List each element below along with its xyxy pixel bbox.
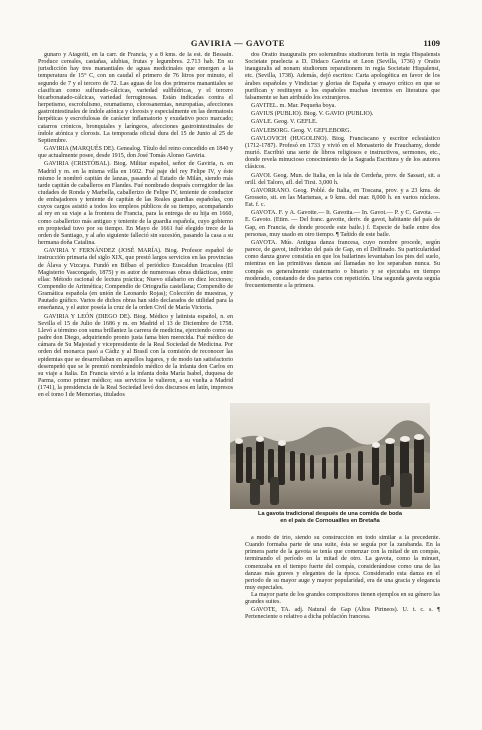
entry-paragraph: dos Oratio inauguralis pro solemnibus studiorum feriis in regia Hispalensis Societate praelecta a D. Didaco Gaviria et Leon (Sevilla, 1736) y Oratio inauguralis ad nonam studiorum reparationem in regia Societate Hispalensi, etc. (Sevilla, 1738). Además, dejó escritos: Carta apologética en favor de los árabes españoles y Vindiciae y glorias de España y ensayo crítico en que se purifican y restituyen a los españoles muchas inventos en literatura que falsamente se han atribuído los extranjeros. xyxy=(245,52,440,101)
caption-line: en el país de Cornouailles en Bretaña xyxy=(280,518,380,524)
entry-paragraph: La mayor parte de los grandes compositores tienen ejemplos en su género las grandes suites. xyxy=(245,592,440,606)
entry-paragraph: GAVOTA. Mús. Antigua danza francesa, cuyo nombre procede, según parece, de gavot, individuo del país de Gap, en el Delfinado. Su particularidad como danza grave consistía en que los bailarines levantaban los pies del suelo, mientras en las primitivas danzas así llamadas no los separaban nunca. Su compás es generalmente cuaternario o binario y se ejecutaba en tiempo moderado, constando de dos partes con repetición. Una segunda gavota seguía frecuentemente a la primera. xyxy=(245,239,440,289)
dance-photograph xyxy=(230,403,430,509)
entry-paragraph: GAVLEBORG. Geog. V. GEFLEBORG. xyxy=(251,127,352,134)
entry-paragraph: GAVORRANO. Geog. Poblé. de Italia, en Toscana, prov. y a 23 kms. de Grosseto, sit. en las Marismas, a 9 kms. del mar. 8,000 h. en varios núcleos. Est. f. c. xyxy=(245,187,440,209)
left-column xyxy=(38,52,233,720)
running-head: GAVIRIA — GAVOTE xyxy=(190,38,286,48)
entry-paragraph: gunaro y Atagoiti, en la carr. de Francia, y a 8 kms. de la est. de Bessain. Produce cereales, castañas, alubias, frutas y legumbres. 2.713 hab. En su jurisdicción hay tres manantiales de aguas medicinales que emergen a la temperatura de 15° C, con un caudal el primero de 76 litros por minuto, el segundo de 7 y el tercero de 72. Las aguas de los dos primeros manantiales se clasifican como sulfurado-cálcicas, variedad sulfhídricas, y el tercero bicarbonatado-cálcicas, variedad ferruginosas. Están indicadas contra el herpetismo, escrofulismo, reumatismo, clorosanemias, neuropatías, afecciones gastrointestinales de índole atónica y clorosis y especialmente en las dermatosis herpéticas y escrofulosas de carácter inflamatorio y exudativo poco marcado; catarros crónicos, bronquiales y laríngeos, afecciones gastrointestinales de índole atónica y clorosis. La temporada oficial dura del 15 de Junio al 25 de Septiembre. xyxy=(38,52,233,144)
page-number: 1109 xyxy=(423,38,440,48)
entry-paragraph: GAVIRIA (MARQUÉS DE). Genealog. Título del reino concedido en 1840 y que actualmente posee, desde 1915, don José Tomás Alonso Gaviria. xyxy=(38,146,233,160)
entry-paragraph: GAVOTA. F. y A. Gavotte.— It. Gavotta.— In. Gavot.— P. y C. Gavota. — E. Gavoto. (Etim. — Del franc. gavotte, deriv. de gavot, habitante del país de Gap, en Francia, de donde procede este baile.) f. Especie de baile entre dos personas, muy usado en otro tiempo. ¶ Tañido de este baile. xyxy=(245,210,440,238)
entry-paragraph: GAVLE. Geog. V. GEFLE. xyxy=(251,119,318,126)
right-column xyxy=(245,52,440,400)
entry-paragraph: GAVIRIA (CRISTÓBAL). Biog. Militar español, señor de Gaviria, n. en Madrid y m. en la misma villa en 1602. Fué paje del rey Felipe IV, y éste mismo le nombró capitán de lanzas, pasando al Estado de Milán, siendo más tarde capitán de caballeros en Flandes. Fué nombrado después corregidor de las ciudades de Ronda y Marbella, caballerizo de Felipe IV, teniente de conductor de embajadores y teniente de capitán de las Reales guardias españolas, con cuyos cargos asistió a todos los empleos públicos de su tiempo, acompañando al rey en su viaje a la frontera de Francia, para la entrega de su hija en 1660, como caballerizo más antiguo y teniente de la guardia española, cuyo gobierno en propiedad tuvo por su tiempo. En Mayo de 1661 fué elegido trece de la orden de Santiago, y al año siguiente falleció sin sucesión, pasando la casa a su hermana doña Catalina. xyxy=(38,161,233,247)
entry-paragraph: GAVOI. Geog. Mun. de Italia, en la isla de Cerdeña, prov. de Sassari, sit. a orill. del Taloro, afl. del Tirsi. 3,000 h. xyxy=(245,172,440,186)
entry-paragraph: a modo de trío, siendo su construcción en todo similar a la precedente. Cuando formaba parte de una suite, ésta se seguía por la zarabanda. En la primera parte de la gavota se tenía que comenzar con la mitad de un compás, terminando el período en la mitad de otro. La gavota, como la minuet, comenzaba en el tiempo fuerte del compás, considerándose como una de las danzas más graves y elegantes de la época. Considerado esta danza en el periodo de su mayor auge y mayor popularidad, era de una gracia y elegancia muy especiales. xyxy=(245,535,440,592)
figure-caption xyxy=(230,511,430,525)
figure xyxy=(230,403,430,531)
entry-paragraph: GAVIRIA Y FERNÁNDEZ (JOSÉ MARÍA). Biog. Profesor español de instrucción primaria del siglo XIX, que prestó largos servicios en las provincias de Álava y Vizcaya. Fundó en Bilbao el periódico Euscaldun Ircaculea (El Magisterio Vascongado, 1875) y es autor de numerosas obras didácticas, entre ellas: Método racional de lectura práctica; Nuevo silabario en diez lecciones; Compendio de Aritmética; Compendio de Ortografía castellana; Compendio de Gramática española (en unión de Leonardo Rojas); Colección de muestras, y Pautado gráfico. Varios de dichos obras han sido declarados de utilidad para la enseñanza, y el autor poseía la cruz de la orden Civil de María Victoria. xyxy=(38,248,233,312)
page-header xyxy=(38,38,438,50)
entry-paragraph: GAVIRIA Y LEÓN (DIEGO DE). Biog. Médico y latinista español, n. en Sevilla el 15 de Julio de 1686 y m. en Madrid el 13 de Diciembre de 1758. Llevó a término con suma brillantez la carrera de medicina, ejerciendo como su padre don Diego, adquiriendo pronto justa fama bien merecida. Fué médico de cámara de Su Majestad y vicepresidente de la Real Sociedad de Medicina. Por orden del monarca pasó a Cádiz y al Brasil con la comisión de reconocer las epidemias que se desarrollaban en aquellos lugares, y de modo tan satisfactorio desempeñó que se le premió nombrándolo médico de la infanta don Carlos en su viaje a Italia. En Francia sirvió a la infanta doña María Isabel, duquesa de Parma, como primer médico; sus servicios le valieron, a su vuelta a Madrid (1741), la presidencia de la Real Sociedad levó dos discursos en latín, impresos en el tomo I de Memorias, titulados xyxy=(38,313,233,399)
right-column-continued xyxy=(245,535,440,720)
entry-paragraph: GAVLOVICH (HUGOLINO). Biog. Franciscano y escritor eclesiástico (1712-1787). Profesó en 1733 y vivió en el Monasterio de Frauchamy, donde murió. Escribió una serie de libros religiosos e instructivos, sermones, etc., donde revela minucioso conocimiento de la Sagrada Escritura y de los autores clásicos. xyxy=(245,135,440,171)
entry-paragraph: GAVITEL. m. Mar. Pequeña boya. xyxy=(251,103,336,110)
caption-line: La gavota tradicional después de una comida de boda xyxy=(258,511,402,517)
entry-paragraph: GAVIUS (PUBLIO). Biog. V. GAVIO (PUBLIO). xyxy=(251,111,374,118)
dance-photograph-art xyxy=(230,403,430,509)
entry-paragraph: GAVOTE, TA. adj. Natural de Gap (Altos Pirineos). U. t. c. s. ¶ Perteneciente o relativo a dicha población francesa. xyxy=(245,606,440,620)
